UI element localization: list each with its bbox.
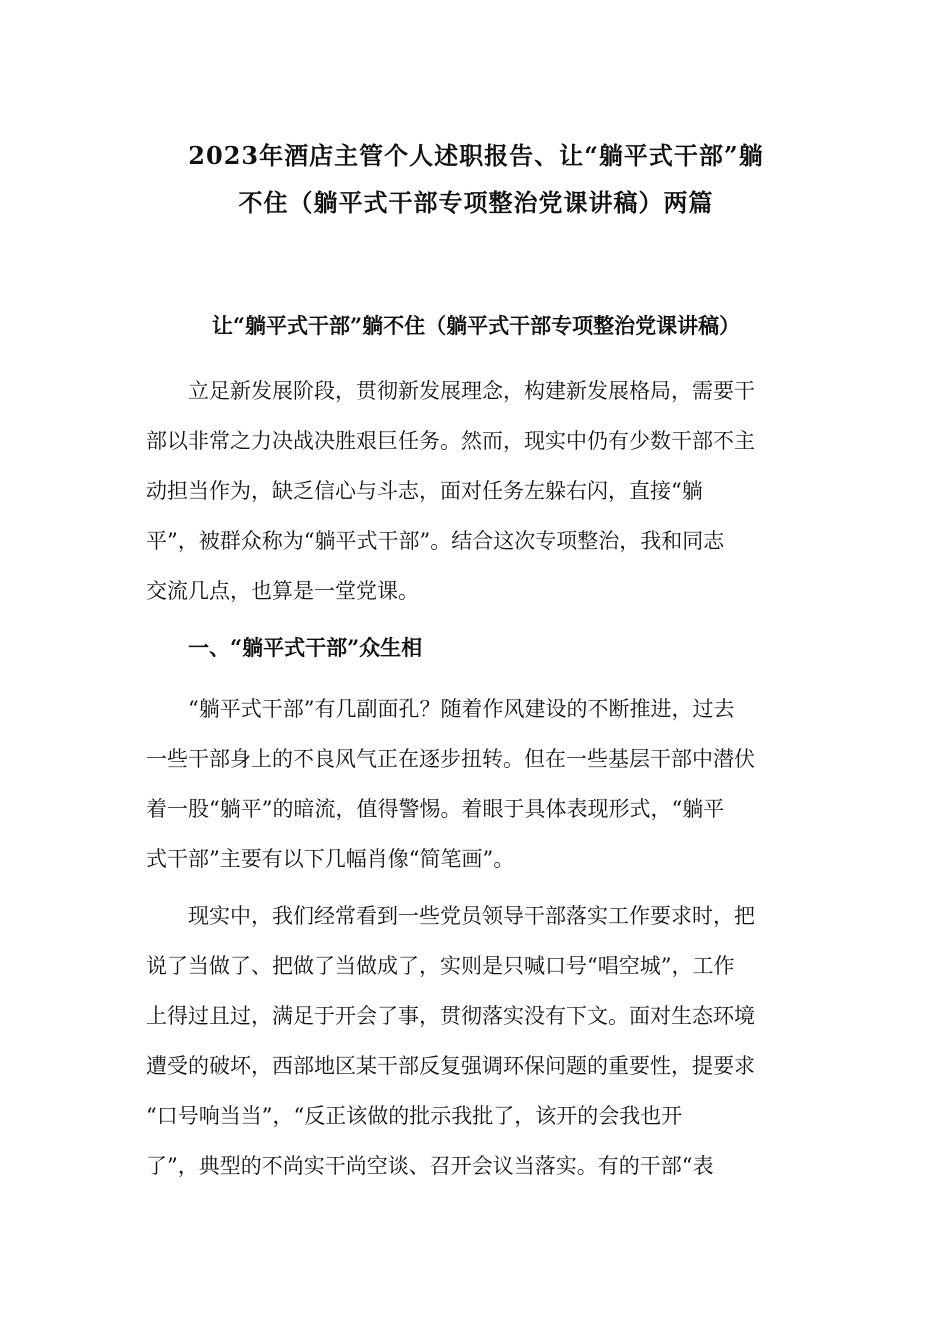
paragraph-line: 说了当做了、把做了当做成了，实则是只喊口号“唱空城”，工作 <box>146 954 735 978</box>
paragraph-line: 一些干部身上的不良风气正在逐步扭转。但在一些基层干部中潜伏 <box>146 747 755 771</box>
paragraph-line: 平”，被群众称为“躺平式干部”。结合这次专项整治，我和同志 <box>146 529 725 553</box>
section-title: 让“躺平式干部”躺不住（躺平式干部专项整治党课讲稿） <box>211 313 741 338</box>
paragraph-line: 立足新发展阶段，贯彻新发展理念，构建新发展格局，需要干 <box>188 379 755 403</box>
paragraph-line: 动担当作为，缺乏信心与斗志，面对任务左躲右闪，直接“躺 <box>146 479 703 503</box>
paragraph-line: 现实中，我们经常看到一些党员领导干部落实工作要求时，把 <box>188 904 755 928</box>
paragraph-faces <box>146 684 806 884</box>
paragraph-intro <box>146 366 806 616</box>
paragraph-line: “口号响当当”，“反正该做的批示我批了，该开的会我也开 <box>146 1104 683 1128</box>
document-title <box>146 132 806 226</box>
paragraph-line: 上得过且过，满足于开会了事，贯彻落实没有下文。面对生态环境 <box>146 1004 755 1028</box>
paragraph-line: 式干部”主要有以下几幅肖像“简笔画”。 <box>146 847 515 871</box>
paragraph-line: 着一股“躺平”的暗流，值得警惕。着眼于具体表现形式，“躺平 <box>146 797 725 821</box>
paragraph-reality <box>146 891 806 1191</box>
title-line: 2023年酒店主管个人述职报告、让“躺平式干部”躺 <box>188 141 764 170</box>
paragraph-line: 部以非常之力决战决胜艰巨任务。然而，现实中仍有少数干部不主 <box>146 429 755 453</box>
paragraph-line: 遭受的破坏，西部地区某干部反复强调环保问题的重要性，提要求 <box>146 1054 755 1078</box>
paragraph-line: 了”，典型的不尚实干尚空谈、召开会议当落实。有的干部“表 <box>146 1154 714 1178</box>
heading-section-1: 一、“躺平式干部”众生相 <box>188 635 423 660</box>
paragraph-line: 交流几点，也算是一堂党课。 <box>146 579 419 603</box>
title-line: 不住（躺平式干部专项整治党课讲稿）两篇 <box>238 188 714 217</box>
paragraph-line: “躺平式干部”有几副面孔？随着作风建设的不断推进，过去 <box>188 697 735 721</box>
